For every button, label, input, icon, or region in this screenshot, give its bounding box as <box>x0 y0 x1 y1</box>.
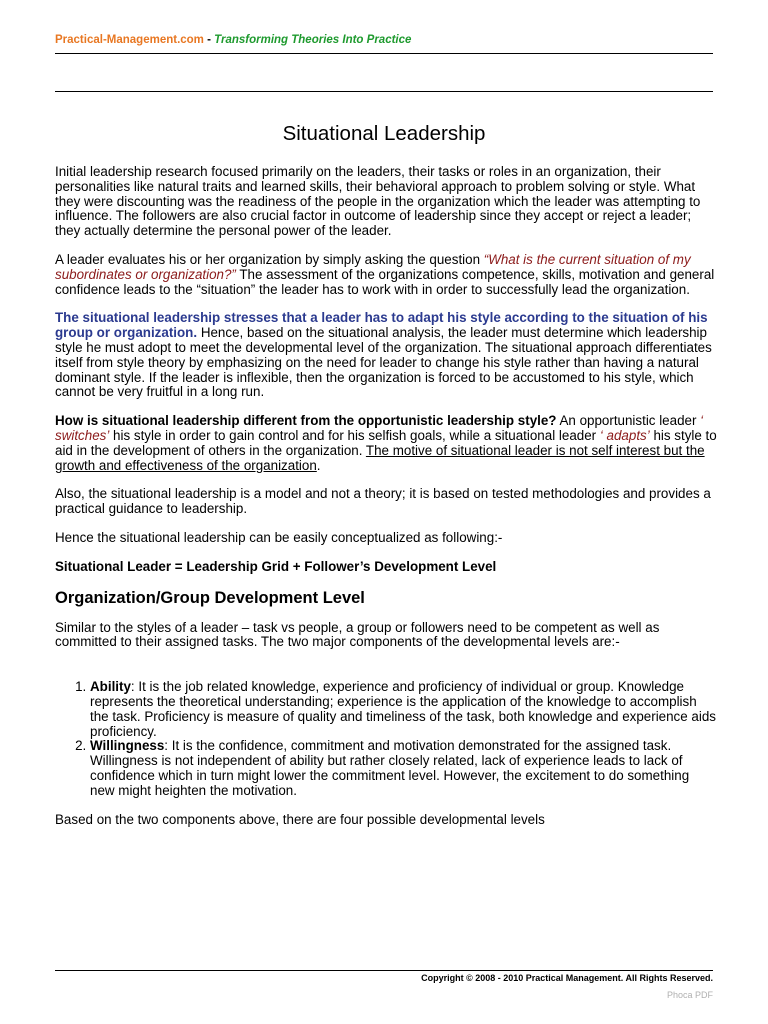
p4-t2: his style in order to gain control and for his selfish goals, while a situational leader <box>109 427 600 443</box>
header-rule <box>55 53 713 54</box>
p4-bold: How is situational leadership different from the opportunistic leadership style? <box>55 413 557 429</box>
paragraph-difference <box>55 414 717 473</box>
page-title: Situational Leadership <box>282 122 486 145</box>
list-term: Willingness <box>90 738 165 754</box>
title-rule <box>55 91 713 92</box>
p4-end: . <box>316 457 321 473</box>
list-item-ability <box>90 680 717 739</box>
paragraph-stresses <box>55 311 717 400</box>
paragraph-intro: Initial leadership research focused primarily on the leaders, their tasks or roles in an organization, their personalities like natural traits and learned skills, their behavioral approach to problem solving or style. What they were discounting was the readiness of the people in the organization which the leader was attempting to influence. The followers are also crucial factor in outcome of leadership since they accept or reject a leader; they actually determine the personal power of the leader. <box>55 164 701 239</box>
paragraph-conceptualized: Hence the situational leadership can be easily conceptualized as following:- <box>55 529 503 545</box>
list-term: Ability <box>90 679 131 695</box>
footer-rule <box>55 970 713 971</box>
paragraph-model: Also, the situational leadership is a model and not a theory; it is based on tested methodologies and provides a practical guidance to leadership. <box>55 486 711 517</box>
site-name[interactable]: Practical-Management.com <box>55 34 204 46</box>
list-text: : It is the job related knowledge, experience and proficiency of individual or group. Knowledge represents the theoretical understanding; experience is the application of the knowledge to accomplish the task. Proficiency is measure of quality and timeliness of the task, both knowledge and experience aids proficiency. <box>90 679 716 739</box>
formula: Situational Leader = Leadership Grid + Follower’s Development Level <box>55 558 497 574</box>
paragraph-question <box>55 253 717 297</box>
section-heading: Organization/Group Development Level <box>55 588 365 607</box>
p4-switches: ‘ switches’ <box>55 413 704 443</box>
p3-bold: The situational leadership stresses that a leader has to adapt his style according to the situation of his group or organization. <box>55 310 708 341</box>
phoca-pdf-link[interactable]: Phoca PDF <box>666 990 713 1000</box>
p4-underline: The motive of situational leader is not self interest but the growth and effectiveness of the organization <box>55 442 705 473</box>
article-body <box>55 165 717 841</box>
p4-t1: An opportunistic leader <box>556 413 701 429</box>
p4-adapts: ‘ adapts’ <box>599 427 650 443</box>
p4-t3: his style to aid in the development of others in the organization. <box>55 427 717 458</box>
p3-rest: Hence, based on the situational analysis, the leader must determine which leadership style he must adopt to meet the developmental level of the organization. The situational approach differentiates itself from style theory by emphasizing on the need for leader to change his style rather than having a natural dominant style. If the leader is inflexible, then the organization is forced to be accustomed to his style, which cannot be very fruitful in a long run. <box>55 325 712 400</box>
components-list <box>55 680 717 798</box>
copyright-notice: Copyright © 2008 - 2010 Practical Management. All Rights Reserved. <box>421 973 713 983</box>
list-text: : It is the confidence, commitment and motivation demonstrated for the assigned task. Willingness is not independent of ability but rather closely related, lack of experience leads to lack of confidence which in turn might lower the commitment level. However, the excitement to do something new might heighten the motivation. <box>90 738 690 798</box>
header-separator: - <box>203 34 215 46</box>
paragraph-similar: Similar to the styles of a leader – task vs people, a group or followers need to be competent as well as committed to their assigned tasks. The two major components of the developmental levels are:- <box>55 619 660 650</box>
p2-quote: “What is the current situation of my subordinates or organization?” <box>55 251 691 282</box>
site-tagline: Transforming Theories Into Practice <box>214 34 412 46</box>
paragraph-based: Based on the two components above, there are four possible developmental levels <box>55 811 545 827</box>
p2-after: The assessment of the organizations competence, skills, motivation and general confidence leads to the “situation” the leader has to work with in order to successfully lead the organization. <box>55 266 715 297</box>
p2-before: A leader evaluates his or her organization by simply asking the question <box>55 251 484 267</box>
page-header <box>55 34 411 46</box>
list-item-willingness <box>90 739 717 798</box>
